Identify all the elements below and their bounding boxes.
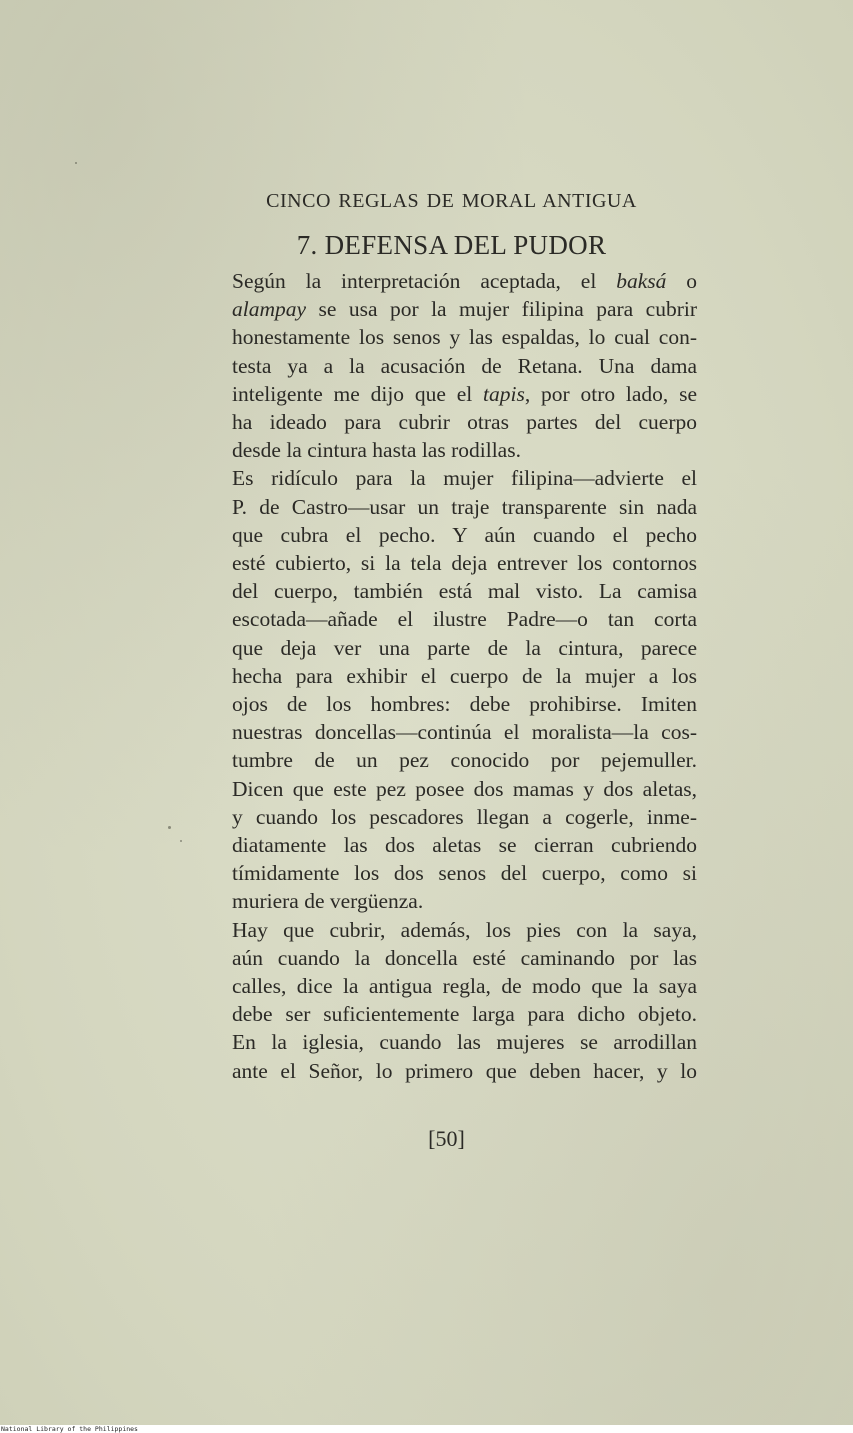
body-text — [207, 267, 697, 1085]
text-line: debe ser suficientemente larga para dicho objeto. — [232, 1002, 697, 1027]
paragraph-2 — [207, 464, 697, 915]
section-title: 7. DEFENSA DEL PUDOR — [296, 230, 607, 260]
italic-term: tapis — [483, 381, 525, 406]
text-line: esté cubierto, si la tela deja entrever los contornos — [232, 551, 697, 576]
running-head: CINCO REGLAS DE MORAL ANTIGUA — [266, 190, 637, 212]
text-line: calles, dice la antigua regla, de modo que la saya — [232, 974, 697, 999]
text-line: del cuerpo, también está mal visto. La camisa — [232, 579, 697, 604]
text-line: En la iglesia, cuando las mujeres se arrodillan — [232, 1030, 697, 1055]
text-line: ha ideado para cubrir otras partes del cuerpo — [232, 410, 697, 435]
text-line: ojos de los hombres: debe prohibirse. Imiten — [232, 692, 697, 717]
text-line: y cuando los pescadores llegan a cogerle, inme- — [232, 804, 697, 829]
text-line: inteligente me dijo que el tapis, por otro lado, se — [232, 381, 697, 406]
text-line: desde la cintura hasta las rodillas. — [232, 438, 521, 463]
text-line: testa ya a la acusación de Retana. Una dama — [232, 353, 697, 378]
paragraph-3 — [207, 916, 697, 1085]
paragraph-1 — [207, 267, 697, 464]
text-line: tímidamente los dos senos del cuerpo, como si — [232, 861, 697, 886]
text-line: nuestras doncellas—continúa el moralista—la cos- — [232, 720, 697, 745]
text-line: ante el Señor, lo primero que deben hacer, y lo — [232, 1058, 697, 1083]
text-line: Según la interpretación aceptada, el baksá o — [232, 269, 697, 293]
footer-strip — [0, 1425, 853, 1433]
text-line: aún cuando la doncella esté caminando por las — [232, 945, 697, 970]
text-line: muriera de vergüenza. — [232, 889, 424, 914]
text-line: que cubra el pecho. Y aún cuando el pecho — [232, 522, 697, 547]
text-line: que deja ver una parte de la cintura, parece — [232, 635, 697, 660]
italic-term: baksá — [616, 269, 667, 293]
paper-speck — [180, 840, 182, 842]
text-line: Hay que cubrir, además, los pies con la saya, — [232, 917, 697, 942]
text-line: alampay se usa por la mujer filipina para cubrir — [232, 297, 697, 322]
text-line: honestamente los senos y las espaldas, lo cual con- — [232, 325, 697, 350]
text-line: diatamente las dos aletas se cierran cubriendo — [232, 833, 697, 858]
paper-speck — [168, 826, 171, 829]
page-number: [50] — [428, 1126, 465, 1151]
text-line: Es ridículo para la mujer filipina—advierte el — [232, 466, 697, 491]
paper-speck — [75, 162, 77, 164]
text-line: Dicen que este pez posee dos mamas y dos aletas, — [232, 776, 697, 801]
library-credit: National Library of the Philippines — [1, 1425, 138, 1433]
italic-term: alampay — [232, 297, 307, 322]
text-line: tumbre de un pez conocido por pejemuller. — [232, 748, 697, 773]
text-line: hecha para exhibir el cuerpo de la mujer a los — [232, 663, 697, 688]
text-line: P. de Castro—usar un traje transparente sin nada — [232, 494, 697, 519]
text-line: escotada—añade el ilustre Padre—o tan corta — [232, 607, 697, 632]
